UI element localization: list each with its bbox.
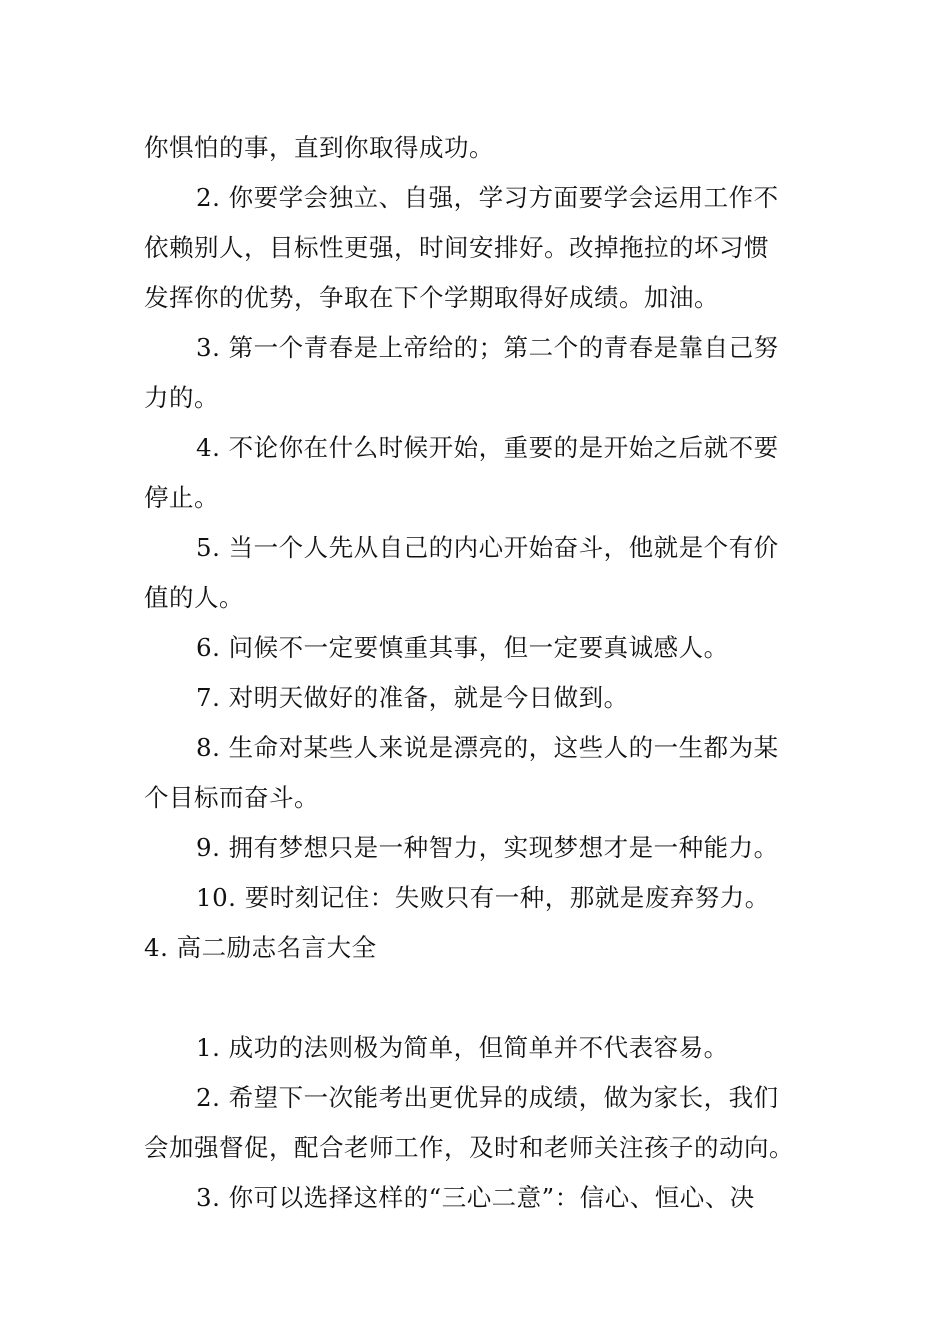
list-item-2: 2. 你要学会独立、自强，学习方面要学会运用工作不 [196, 183, 779, 212]
text-line: 发挥你的优势，争取在下个学期取得好成绩。加油。 [144, 283, 719, 312]
list-item-8: 8. 生命对某些人来说是漂亮的，这些人的一生都为某 [196, 733, 779, 762]
list-item-2: 2. 希望下一次能考出更优异的成绩，做为家长，我们 [196, 1083, 779, 1112]
list-item-4: 4. 不论你在什么时候开始，重要的是开始之后就不要 [196, 433, 779, 462]
text-line: 依赖别人，目标性更强，时间安排好。改掉拖拉的坏习惯 [144, 233, 769, 262]
list-item-3: 3. 你可以选择这样的“三心二意”：信心、恒心、决 [196, 1183, 755, 1212]
list-item-6: 6. 问候不一定要慎重其事，但一定要真诚感人。 [196, 633, 729, 662]
list-item-3: 3. 第一个青春是上帝给的；第二个的青春是靠自己努 [196, 333, 779, 362]
list-item-10: 10. 要时刻记住：失败只有一种，那就是废弃努力。 [196, 883, 770, 912]
text-line: 停止。 [144, 483, 219, 512]
text-line: 值的人。 [144, 583, 244, 612]
list-item-1: 1. 成功的法则极为简单，但简单并不代表容易。 [196, 1033, 729, 1062]
text-line: 你惧怕的事，直到你取得成功。 [144, 133, 494, 162]
text-line: 会加强督促，配合老师工作，及时和老师关注孩子的动向。 [144, 1133, 794, 1162]
section-heading: 4. 高二励志名言大全 [144, 933, 377, 962]
list-item-5: 5. 当一个人先从自己的内心开始奋斗，他就是个有价 [196, 533, 779, 562]
text-line: 个目标而奋斗。 [144, 783, 319, 812]
list-item-7: 7. 对明天做好的准备，就是今日做到。 [196, 683, 629, 712]
text-line: 力的。 [144, 383, 219, 412]
list-item-9: 9. 拥有梦想只是一种智力，实现梦想才是一种能力。 [196, 833, 779, 862]
